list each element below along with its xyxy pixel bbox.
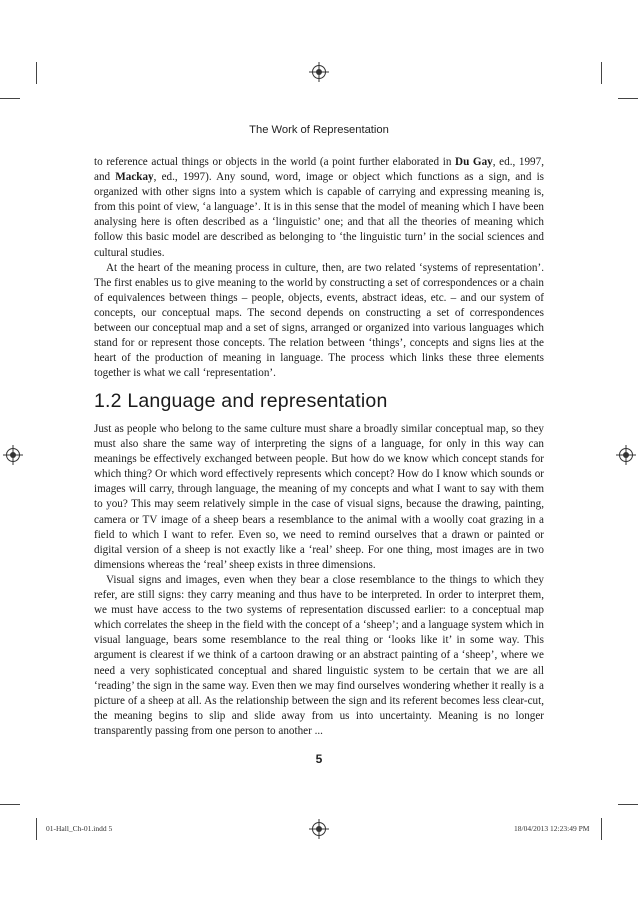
crop-mark-left-lower (0, 804, 20, 805)
crop-mark-left-upper (0, 98, 20, 99)
author-name: Mackay (115, 171, 154, 184)
paragraph: to reference actual things or objects in the world (a point further elaborated in Du Gay, ed., 1997, and Mackay, ed., 1997). Any sound, word, image or object which functions as a sign, and is organized with other signs into a system which is capable of carrying and expressing meaning is, from this point of view, ‘a language’. It is in this sense that the model of meaning which I have been analysing here is often described as a ‘linguistic’ one; and that all the theories of meaning which follow this basic model are described as belonging to ‘the linguistic turn’ in the social sciences and cultural studies. (94, 156, 544, 259)
page-number: 5 (315, 752, 323, 766)
running-head: The Work of Representation (249, 124, 389, 136)
paragraph: Visual signs and images, even when they bear a close resemblance to the things to which they refer, are still signs: they carry meaning and thus have to be interpreted. In order to interpret them, we must have access to the two systems of representation discussed earlier: to a conceptual map which correlates the sheep in the field with the concept of a ‘sheep’; and a language system which in visual language, bears some resemblance to the real thing or ‘looks like it’ in some way. This argument is clearest if we think of a cartoon drawing or an abstract painting of a ‘sheep’, where we need a very sophisticated conceptual and shared linguistic system to be certain that we are all ‘reading’ the sign in the same way. Even then we may find ourselves wondering whether it really is a picture of a sheep at all. As the relationship between the sign and its referent becomes less clear-cut, the meaning begins to slip and slide away from us into uncertainty. Meaning is no longer transparently passing from one person to another ... (94, 573, 544, 737)
slug-filename: 01-Hall_Ch-01.indd 5 (46, 824, 113, 833)
slug-timestamp: 18/04/2013 12:23:49 PM (514, 824, 590, 833)
paragraph: Just as people who belong to the same culture must share a broadly similar conceptual map, so they must also share the same way of interpreting the signs of a language, for only in this way can meanings be effectively exchanged between people. But how do we know which concept stands for which thing? Or which word effectively represents which concept? How do I know which sounds or images will carry, through language, the meaning of my concepts and what I want to say with them to you? This may seem relatively simple in the case of visual signs, because the drawing, painting, camera or TV image of a sheep bears a resemblance to the animal with a woolly coat grazing in a field to which I want to refer. Even so, we need to remind ourselves that a drawn or painted or digital version of a sheep is not exactly like a ‘real’ sheep. For one thing, most images are in two dimensions whereas the ‘real’ sheep exists in three dimensions. (94, 423, 544, 571)
section-heading: 1.2 Language and representation (94, 390, 388, 412)
crop-mark-bottom-right (601, 818, 602, 840)
crop-mark-bottom-left (36, 818, 37, 840)
author-name: Du Gay (455, 156, 493, 168)
crop-mark-right-upper (618, 98, 638, 99)
body-text-top (94, 155, 544, 381)
registration-mark-left-icon (6, 448, 20, 462)
paragraph: At the heart of the meaning process in culture, then, are two related ‘systems of representation’. The first enables us to give meaning to the world by constructing a set of correspondences or a chain of equivalences between things – people, objects, events, abstract ideas, etc. – and our system of concepts, our conceptual maps. The second depends on constructing a set of correspondences between our conceptual map and a set of signs, arranged or organized into various languages which stand for or represent those concepts. The relation between ‘things’, concepts and signs lies at the heart of the production of meaning in language. The process which links these three elements together is what we call ‘representation’. (94, 261, 544, 380)
registration-mark-bottom-icon (312, 822, 326, 836)
body-text-bottom (94, 422, 544, 739)
registration-mark-top-icon (312, 65, 326, 79)
crop-mark-right-lower (618, 804, 638, 805)
registration-mark-right-icon (619, 448, 633, 462)
crop-mark-top-right (601, 62, 602, 84)
crop-mark-top-left (36, 62, 37, 84)
